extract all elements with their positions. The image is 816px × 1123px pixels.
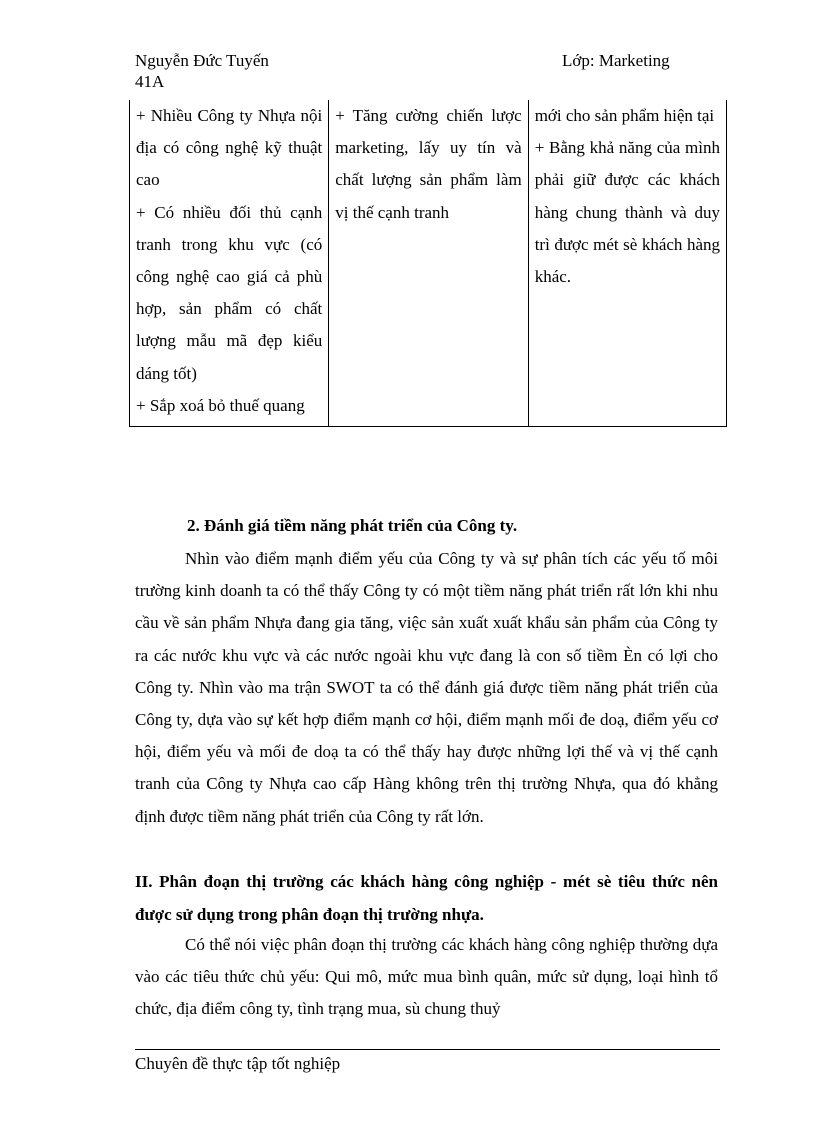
section-ii-paragraph: Có thể nói việc phân đoạn thị trường các khách hàng công nghiệp thường dựa vào các tiêu thức chủ yếu: Qui mô, mức mua bình quân, mức sử dụng, loại hình tổ chức, địa điểm công ty, tình trạng mua, sù chung thuỷ xyxy=(135,935,718,1019)
section-2-paragraph: Nhìn vào điểm mạnh điểm yếu của Công ty và sự phân tích các yếu tố môi trường kinh doanh ta có thể thấy Công ty có một tiềm năng phát triển rất lớn khi nhu cầu về sản phẩm Nhựa đang gia tăng, việc sản xuất xuất khẩu sản phẩm của Công ty ra các nước khu vực và các nước ngoài khu vực đang là con số tiềm Èn có lợi cho Công ty. Nhìn vào ma trận SWOT ta có thể đánh giá được tiềm năng phát triển của Công ty, dựa vào sự kết hợp điểm mạnh cơ hội, điểm mạnh mối đe doạ, điểm yếu cơ hội, điểm yếu và mối đe doạ ta có thể thấy hay được những lợi thế và vị thế cạnh tranh của Công ty Nhựa cao cấp Hàng không trên thị trường Nhựa, qua đó khẳng định được tiềm năng phát triển của Công ty rất lớn. xyxy=(135,549,718,826)
table-cell-strategy xyxy=(329,100,528,427)
class-label: Lớp: Marketing xyxy=(562,51,670,70)
cell-item: + Nhiều Công ty Nhựa nội địa có công nghệ kỹ thuật cao xyxy=(136,106,323,190)
author-name: Nguyễn Đức Tuyến xyxy=(135,51,269,70)
page-footer: Chuyên đề thực tập tốt nghiệp xyxy=(135,1054,341,1073)
footer-divider xyxy=(135,1049,720,1050)
swot-table xyxy=(129,100,727,427)
cell-item: + Có nhiều đối thủ cạnh tranh trong khu vực (có công nghệ cao giá cả phù hợp, sản phẩm có chất lượng mẫu mã đẹp kiểu dáng tốt) xyxy=(136,202,323,383)
table-cell-threats xyxy=(130,100,329,427)
section-ii-heading: II. Phân đoạn thị trường các khách hàng công nghiệp - mét sè tiêu thức nên được sử dụng trong phân đoạn thị trường nhựa. xyxy=(135,872,718,924)
cell-item: mới cho sản phẩm hiện tại xyxy=(534,106,715,125)
section-2-heading: 2. Đánh giá tiềm năng phát triển của Công ty. xyxy=(187,516,518,535)
class-code: 41A xyxy=(135,72,165,91)
cell-item: + Sắp xoá bỏ thuế quang xyxy=(136,395,305,415)
table-cell-strategy-2 xyxy=(528,100,726,427)
cell-item: + Tăng cường chiến lược marketing, lấy uy tín và chất lượng sản phẩm làm vị thế cạnh tranh xyxy=(335,106,522,222)
cell-item: + Bằng khả năng của mình phải giữ được các khách hàng chung thành và duy trì được mét sè khách hàng khác. xyxy=(534,138,720,287)
table-row xyxy=(130,100,727,427)
